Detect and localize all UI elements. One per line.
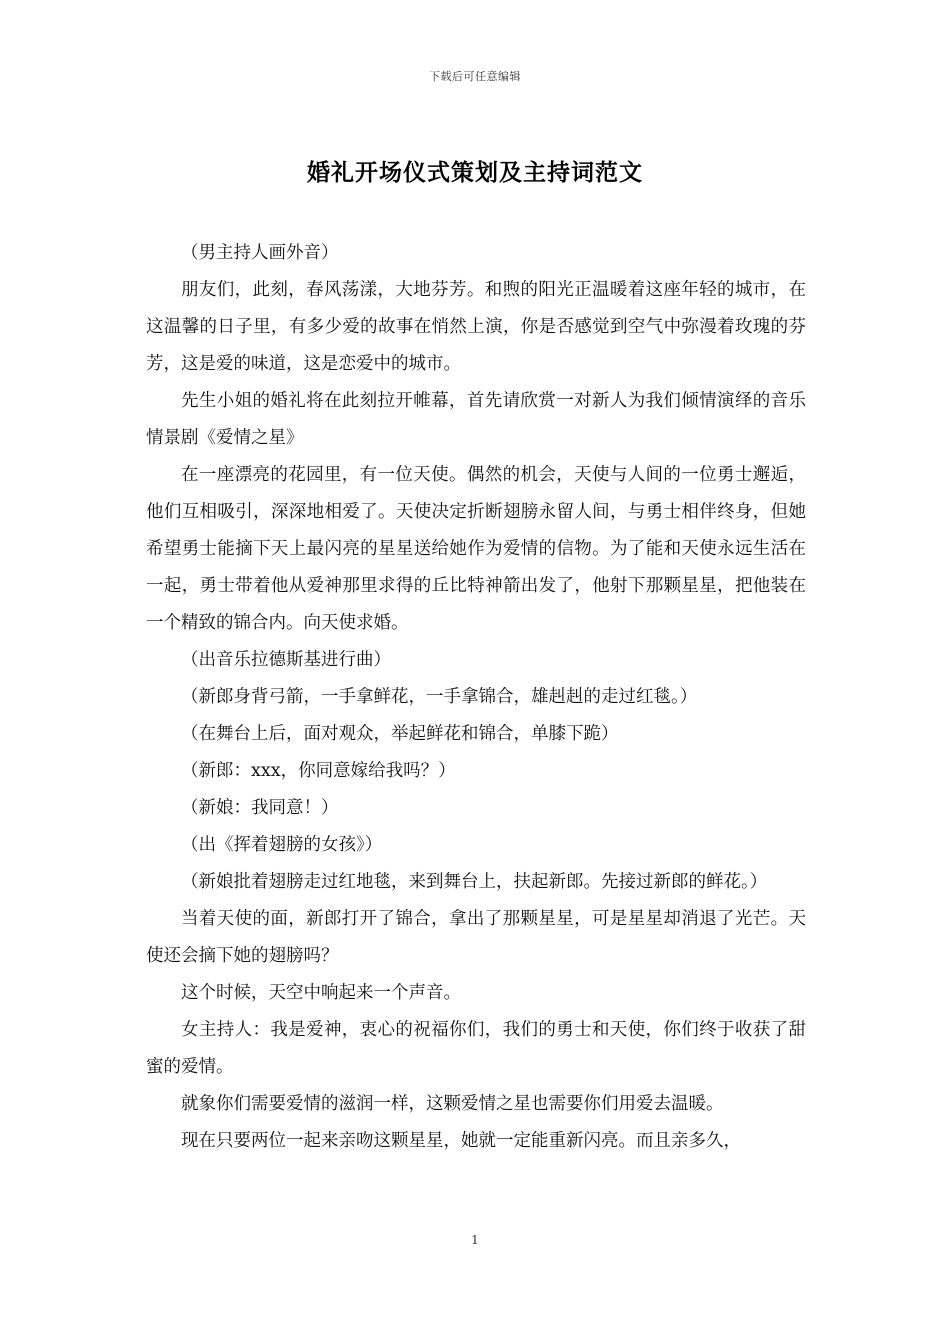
paragraph: （出《挥着翅膀的女孩》）: [181, 835, 383, 855]
paragraph: （新娘批着翅膀走过红地毯，来到舞台上，扶起新郎。先接过新郎的鲜花。）: [181, 872, 768, 892]
paragraph: 现在只要两位一起来亲吻这颗星星，她就一定能重新闪亮。而且亲多久，: [181, 1131, 741, 1151]
paragraph: （男主持人画外音）: [181, 243, 339, 263]
paragraph: 就象你们需要爱情的滋润一样，这颗爱情之星也需要你们用爱去温暖。: [181, 1094, 724, 1114]
page-number: 1: [471, 1233, 479, 1247]
paragraph: （新郎：xxx，你同意嫁给我吗？）: [181, 761, 456, 781]
paragraph: （出音乐拉德斯基进行曲）: [181, 650, 391, 670]
paragraph: （新娘：我同意！）: [181, 798, 339, 818]
header-note: 下载后可任意编辑: [429, 70, 521, 83]
paragraph: 在一座漂亮的花园里，有一位天使。偶然的机会，天使与人间的一位勇士邂逅，他们互相吸引，深深地相爱了。天使决定折断翅膀永留人间，与勇士相伴终身，但她希望勇士能摘下天上最闪亮的星星送给她作为爱情的信物。为了能和天使永远生活在一起，勇士带着他从爱神那里求得的丘比特神箭出发了，他射下那颗星星，把他装在一个精致的锦合内。向天使求婚。: [146, 465, 806, 633]
document-title: 婚礼开场仪式策划及主持词范文: [307, 159, 643, 186]
paragraph: （在舞台上后，面对观众，举起鲜花和锦合，单膝下跪）: [181, 724, 619, 744]
paragraph: 女主持人：我是爱神，衷心的祝福你们，我们的勇士和天使，你们终于收获了甜蜜的爱情。: [146, 1020, 806, 1077]
document-body: [146, 235, 806, 1160]
paragraph: （新郎身背弓箭，一手拿鲜花，一手拿锦合，雄赳赳的走过红毯。）: [181, 687, 698, 707]
paragraph: 这个时候，天空中响起来一个声音。: [181, 983, 461, 1003]
paragraph: 当着天使的面，新郎打开了锦合，拿出了那颗星星，可是星星却消退了光芒。天使还会摘下她的翅膀吗？: [146, 909, 806, 966]
paragraph: 先生小姐的婚礼将在此刻拉开帷幕，首先请欣赏一对新人为我们倾情演绎的音乐情景剧《爱情之星》: [146, 391, 806, 448]
paragraph: 朋友们，此刻，春风荡漾，大地芬芳。和煦的阳光正温暖着这座年轻的城市，在这温馨的日子里，有多少爱的故事在悄然上演，你是否感觉到空气中弥漫着玫瑰的芬芳，这是爱的味道，这是恋爱中的城市。: [146, 280, 806, 374]
